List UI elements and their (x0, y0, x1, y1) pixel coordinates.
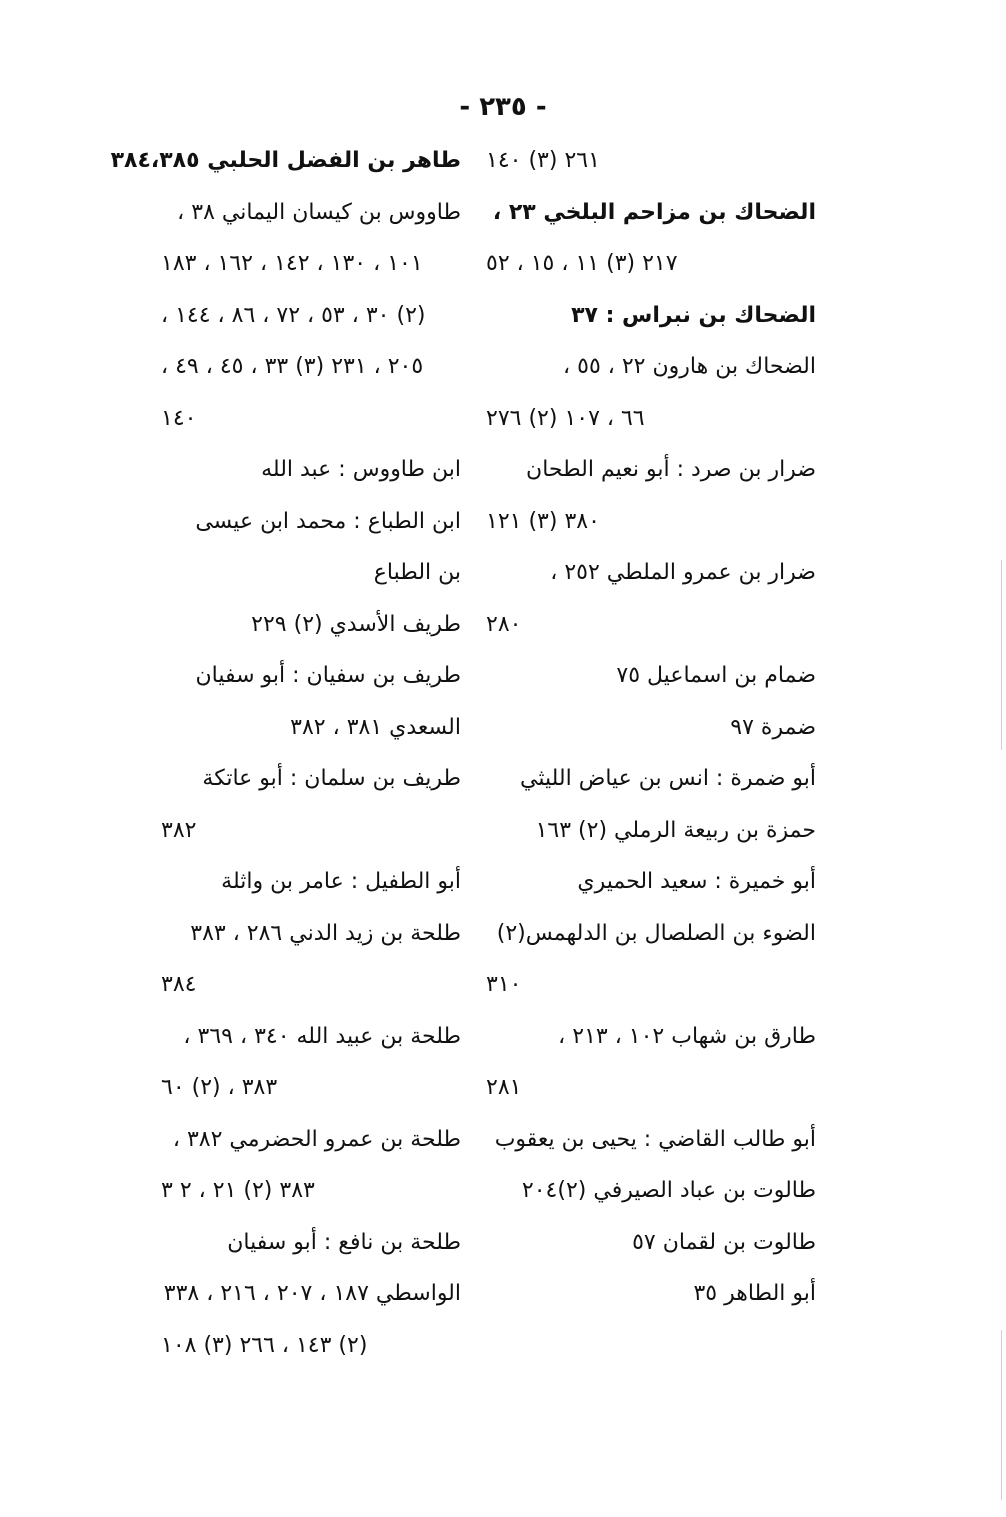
index-entry-line: ٢٨١ (486, 1075, 522, 1100)
index-entry-line: ٢٠٥ ، ٢٣١ (٣) ٣٣ ، ٤٥ ، ٤٩ ، (161, 354, 424, 379)
index-entry-line: طلحة بن عبيد الله ٣٤٠ ، ٣٦٩ ، (183, 1023, 461, 1049)
index-entry-line: الواسطي ١٨٧ ، ٢٠٧ ، ٢١٦ ، ٣٣٨ (163, 1281, 461, 1306)
index-entry-line: ٢٨٠ (486, 611, 522, 637)
index-entry-line: الضحاك بن هارون ٢٢ ، ٥٥ ، (563, 354, 816, 379)
index-entry-line: ٣٨٢ (161, 817, 197, 843)
index-entry-line: طلحة بن نافع : أبو سفيان (227, 1229, 461, 1255)
scan-edge-mark (1001, 1330, 1002, 1500)
index-entry-line: الضحاك بن نبراس : ٣٧ (571, 302, 816, 328)
index-column-right (486, 135, 816, 1320)
index-entry-line: أبو الطفيل : عامر بن واثلة (221, 869, 461, 894)
index-entry-line: الضحاك بن مزاحم البلخي ٢٣ ، (492, 199, 816, 225)
index-entry-line: ٦٦ ، ١٠٧ (٢) ٢٧٦ (486, 405, 645, 431)
index-entry-line: ٣٨٠ (٣) ١٢١ (486, 508, 600, 534)
page-number: - ٢٣٥ - (459, 92, 547, 122)
index-entry-line: طريف بن سفيان : أبو سفيان (195, 663, 461, 688)
index-entry-line: بن الطباع (373, 560, 461, 585)
index-entry-line: ٣٨٣ ، (٢) ٦٠ (161, 1075, 278, 1100)
index-entry-line: (٢) ١٤٣ ، ٢٦٦ (٣) ١٠٨ (161, 1332, 368, 1358)
index-entry-line: ضرار بن عمرو الملطي ٢٥٢ ، (550, 560, 816, 585)
index-entry-line: طلحة بن زيد الدني ٢٨٦ ، ٣٨٣ (190, 920, 461, 946)
index-entry-line: ١٤٠ (161, 405, 197, 431)
index-entry-line: طالوت بن عباد الصيرفي (٢)٢٠٤ (521, 1178, 816, 1203)
index-entry-line: طريف بن سلمان : أبو عاتكة (202, 766, 461, 791)
index-entry-line: ٣٨٤ (161, 972, 197, 997)
index-entry-line: ضرار بن صرد : أبو نعيم الطحان (526, 457, 816, 482)
index-entry-line: أبو ضمرة : انس بن عياض الليثي (520, 766, 816, 791)
index-entry-line: ضمرة ٩٧ (730, 714, 816, 740)
index-entry-line: الضوء بن الصلصال بن الدلهمس(٢) (496, 920, 816, 946)
index-entry-line: ٢١٧ (٣) ١١ ، ١٥ ، ٥٢ (486, 251, 678, 276)
index-entry-line: طريف الأسدي (٢) ٢٢٩ (251, 611, 461, 637)
index-entry-line: أبو طالب القاضي : يحيى بن يعقوب (494, 1126, 816, 1152)
index-entry-line: أبو خميرة : سعيد الحميري (577, 869, 816, 894)
scan-edge-mark (1001, 560, 1002, 750)
index-entry-line: السعدي ٣٨١ ، ٣٨٢ (290, 714, 461, 740)
index-entry-line: (٢) ٣٠ ، ٥٣ ، ٧٢ ، ٨٦ ، ١٤٤ ، (161, 302, 426, 328)
index-entry-line: ابن طاووس : عبد الله (261, 457, 461, 482)
index-entry-line: ضمام بن اسماعيل ٧٥ (616, 663, 816, 688)
index-entry-line: ٢٦١ (٣) ١٤٠ (486, 148, 600, 173)
index-entry-line: ابن الطباع : محمد ابن عيسى (195, 508, 461, 534)
index-entry-line: ٣١٠ (486, 972, 522, 997)
index-entry-line: طاووس بن كيسان اليماني ٣٨ ، (177, 199, 461, 225)
index-entry-line: أبو الطاهر ٣٥ (693, 1281, 816, 1306)
index-entry-line: ٣٨٣ (٢) ٢١ ، ٢ ٣ (161, 1178, 315, 1203)
index-entry-line: طاهر بن الفضل الحلبي ٣٨٤،٣٨٥ (110, 148, 461, 173)
index-entry-line: حمزة بن ربيعة الرملي (٢) ١٦٣ (535, 817, 816, 843)
index-entry-line: طلحة بن عمرو الحضرمي ٣٨٢ ، (172, 1126, 461, 1152)
index-column-left (110, 135, 461, 1371)
index-entry-line: طارق بن شهاب ١٠٢ ، ٢١٣ ، (558, 1023, 816, 1049)
index-entry-line: طالوت بن لقمان ٥٧ (632, 1229, 816, 1255)
index-entry-line: ١٠١ ، ١٣٠ ، ١٤٢ ، ١٦٢ ، ١٨٣ (161, 251, 423, 276)
